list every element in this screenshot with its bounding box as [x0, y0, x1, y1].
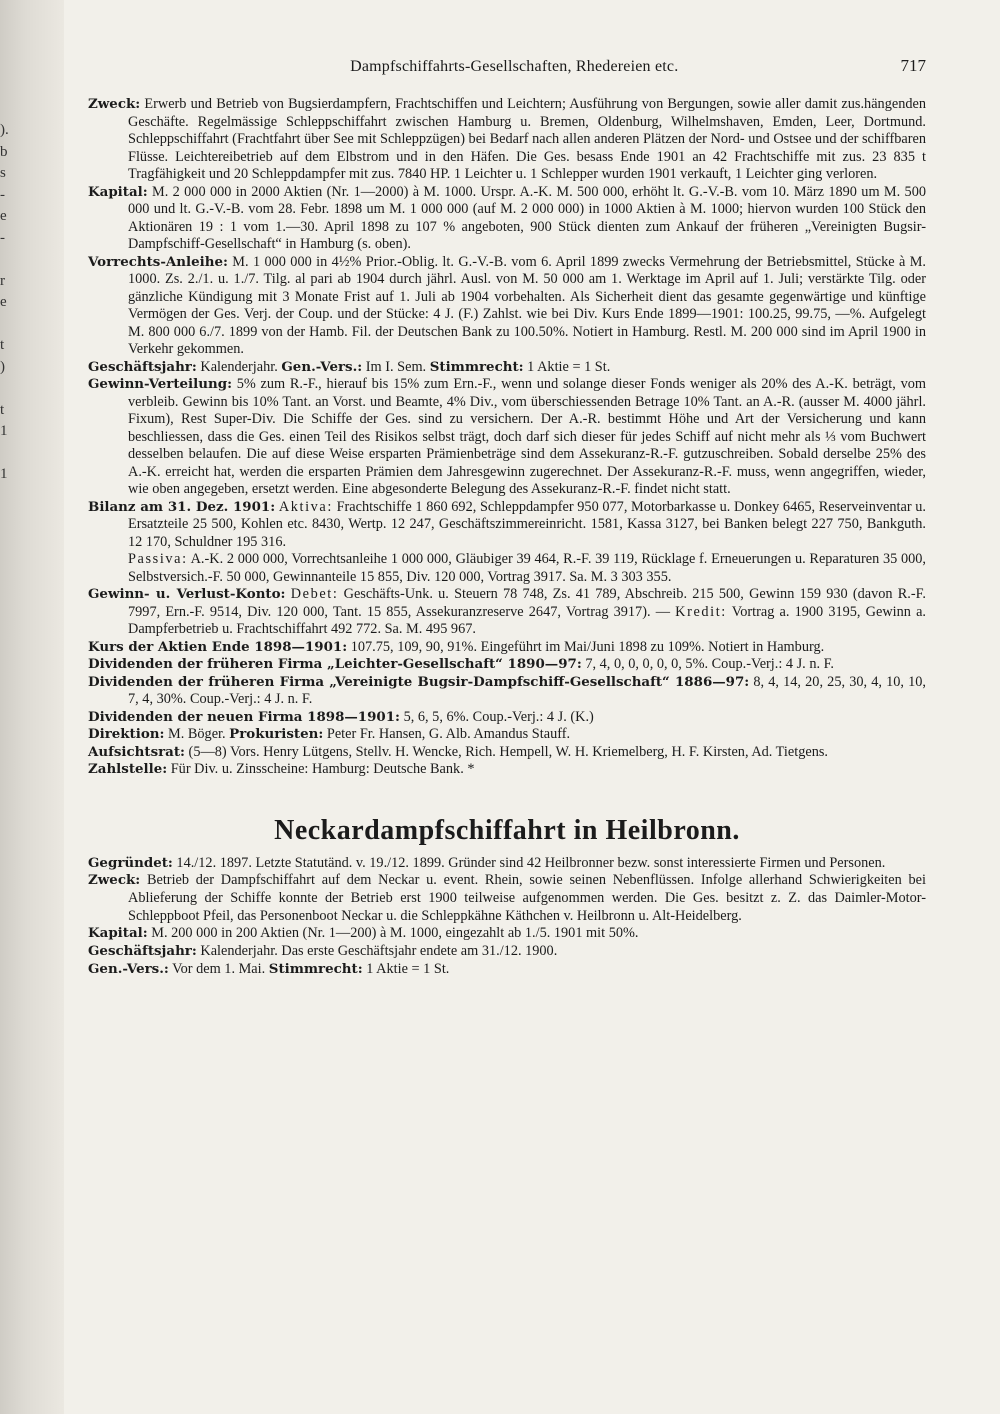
margin-fragment: e [0, 294, 7, 310]
entry-text: 8, 4, 14, 20, 25, 30, 4, 10, 10, 7, 4, 30%. Coup.-Verj.: 4 J. n. F. [128, 673, 926, 707]
entry-text: Peter Fr. Hansen, G. Alb. Amandus Stauff. [323, 726, 571, 742]
entry-label: Prokuristen: [229, 726, 324, 742]
margin-fragment: t [0, 401, 5, 418]
entry-label: Gewinn- u. Verlust-Konto: [88, 586, 286, 602]
entry-text: (5—8) Vors. Henry Lütgens, Stellv. H. Wencke, Rich. Hempell, W. H. Kriemelberg, H. F. Kirsten, Ad. Tietgens. [184, 743, 828, 760]
entry-text: Geschäfts-Unk. u. Steuern 78 748, Zs. 41 789, Abschreib. 215 500, Gewinn 159 930 (davon R.-F. 7997, Ern.-F. 9514, Div. 120 000, Tant. 15 855, Assekuranzreserve 2647, Vortrag 3917). — [128, 586, 927, 620]
entry-label: Zweck: [88, 96, 141, 112]
entry-paragraph [88, 184, 926, 254]
entry-paragraph [88, 726, 926, 744]
entry-sublabel: Passiva: [128, 551, 188, 567]
entry-paragraph [88, 761, 926, 779]
entry-paragraph [88, 376, 926, 499]
margin-fragment: - [0, 186, 5, 203]
entry-label: Direktion: [88, 726, 165, 742]
entries-section-1 [88, 96, 926, 779]
entry-paragraph [88, 96, 926, 184]
margin-fragment: 1 [0, 423, 8, 439]
margin-fragment [0, 443, 16, 465]
entry-paragraph [88, 359, 926, 377]
margin-fragment: - [0, 229, 5, 246]
entry-text: Kalenderjahr. Das erste Geschäftsjahr endete am 31./12. 1900. [196, 943, 558, 960]
entry-label: Stimmrecht: [429, 358, 524, 375]
margin-fragment: b [0, 143, 8, 160]
entry-text: 1 Aktie = 1 St. [523, 358, 611, 375]
entry-paragraph [88, 961, 926, 979]
entry-text: Kalenderjahr. [196, 358, 282, 375]
entry-paragraph [88, 855, 926, 873]
previous-page-margin-fragments [0, 120, 16, 486]
entry-label: Geschäftsjahr: [88, 943, 197, 960]
entry-label: Dividenden der früheren Firma „Leichter-Gesellschaft“ 1890—97: [88, 656, 582, 672]
margin-fragment: ). [0, 122, 9, 138]
entry-label: Kurs der Aktien Ende 1898—1901: [88, 638, 348, 655]
entry-text: 14./12. 1897. Letzte Statutänd. v. 19./12. 1899. Gründer sind 42 Heilbronner bezw. sonst interessierte Firmen und Personen. [172, 854, 886, 871]
entry-label: Zahlstelle: [88, 761, 168, 777]
margin-fragment [0, 314, 16, 336]
entry-sublabel: Kredit: [675, 603, 727, 620]
margin-fragment: t [0, 337, 5, 353]
entry-text: Vor dem 1. Mai. [168, 960, 269, 977]
entry-label: Bilanz am 31. Dez. 1901: [88, 498, 276, 515]
entry-paragraph [88, 586, 926, 639]
margin-fragment [0, 249, 16, 271]
entry-paragraph [88, 925, 926, 943]
entry-label: Gewinn-Verteilung: [88, 376, 233, 392]
entry-label: Dividenden der früheren Firma „Vereinigte Bugsir-Dampfschiff-Gesellschaft“ 1886—97: [88, 673, 750, 690]
entry-text: M. 2 000 000 in 2000 Aktien (Nr. 1—2000) à M. 1000. Urspr. A.-K. M. 500 000, erhöht lt. G.-V.-B. vom 10. März 1890 um M. 500 000 und lt. G.-V.-B. vom 28. Febr. 1898 um M. 1 000 000 (auf M. 2 000 000) in 1000 Aktien à M. 1000; hiervon wurden 100 Stück den Aktionären 19 : 1 vom 1.—30. April 1898 zu 107 % angeboten, 900 Stück dienten zum Ankauf der früheren „Vereinigten Bugsir-Dampfschiff-Gesellschaft“ in Hamburg (s. oben). [128, 183, 926, 252]
entry-label: Stimmrecht: [268, 960, 363, 977]
entry-label: Kapital: [88, 183, 148, 200]
margin-fragment: e [0, 208, 7, 224]
margin-fragment: ) [0, 358, 5, 375]
margin-fragment [0, 378, 16, 400]
section-title: Neckardampfschiffahrt in Heilbronn. [274, 814, 740, 846]
entry-label: Gen.-Vers.: [88, 960, 169, 977]
running-title: Dampfschiffahrts-Gesellschaften, Rhedereien etc. [350, 58, 679, 75]
entry-text: 107.75, 109, 90, 91%. Eingeführt im Mai/Juni 1898 zu 109%. Notiert in Hamburg. [347, 638, 825, 655]
entry-label: Vorrechts-Anleihe: [88, 253, 228, 270]
entry-paragraph [88, 254, 926, 359]
entry-text: M. 1 000 000 in 4½% Prior.-Oblig. lt. G.-V.-B. vom 6. April 1899 zwecks Vermehrung der Betriebsmittel, Stücke à M. 1000. Zs. 2./1. u. 1./7. Tilg. al pari ab 1904 durch jährl. Ausl. von M. 50 000 am 1. Werktage im April auf 1. Juli; verstärkte Tilg. oder gänzliche Kündigung mit 3 Monate Frist auf 1. Juli ab 1904 vorbehalten. Als Sicherheit dient das gesamte gegenwärtige und künftige Vermögen der Ges. Verj. der Coup. und der Stücke: 4 J. (F.) Zahlst. wie bei Div. Kurs Ende 1899—1901: 100.25, 99.75, —%. Aufgelegt M. 800 000 6./7. 1899 von der Hamb. Fil. der Deutschen Bank zu 100.50%. Notiert in Hamburg. Restl. M. 200 000 sind im April 1900 in Verkehr gekommen. [128, 253, 926, 357]
entry-label: Geschäftsjahr: [88, 358, 197, 375]
entry-text: Erwerb und Betrieb von Bugsierdampfern, Frachtschiffen und Leichtern; Ausführung von Bergungen, sowie aller damit zus.hängenden Geschäfte. Regelmässige Schleppschiffahrt zwischen Hamburg u. Bremen, Oldenburg, Wilhelmshaven, Emden, Leer, Dortmund. Schleppschiffahrt (Frachtfahrt über See mit Schleppzügen) bei Bedarf nach allen anderen Plätzen der Nord- und Ostsee und der schiffbaren Flüsse. Leichtereibetrieb auf dem Elbstrom und in den Häfen. Die Ges. besass Ende 1901 an 42 Frachtschiffe mit zus. 23 835 t Tragfähigkeit und 20 Schleppdampfer mit zus. 7840 HP. 1 Leichter u. 1 Schlepper wurden 1901 verkauft, 1 Leichter ging verloren. [128, 96, 926, 182]
entry-text: M. 200 000 in 200 Aktien (Nr. 1—200) à M. 1000, eingezahlt ab 1./5. 1901 mit 50%. [147, 925, 639, 942]
entry-text: Betrieb der Dampfschiffahrt auf dem Neckar u. event. Rhein, sowie seinen Nebenflüssen. Infolge allerhand Schwierigkeiten bei Ablieferung der Schiffe konnte der Betrieb erst 1900 teilweise aufgenommen werden. Die Ges. besitzt z. Z. das Daimler-Motor-Schleppboot Pfeil, das Personenboot Neckar u. die Schleppkähne Käthchen v. Heilbronn u. Alt-Heidelberg. [128, 872, 926, 924]
entry-label: Gen.-Vers.: [281, 358, 363, 375]
entry-text: 1 Aktie = 1 St. [362, 960, 450, 977]
entry-label: Gegründet: [88, 854, 173, 871]
entry-label: Kapital: [88, 925, 148, 942]
entry-sublabel: Aktiva: [278, 498, 333, 515]
entry-paragraph [88, 639, 926, 657]
entry-text: Für Div. u. Zinsscheine: Hamburg: Deutsche Bank. * [167, 761, 475, 777]
entry-paragraph [88, 709, 926, 727]
entry-paragraph [88, 674, 926, 709]
entry-sublabel: Debet: [290, 586, 339, 602]
page-number: 717 [900, 56, 926, 75]
entry-text: 5% zum R.-F., hierauf bis 15% zum Ern.-F., wenn und solange dieser Fonds weniger als 20% des A.-K. beträgt, vom verbleib. Gewinn bis 10% Tant. an Vorst. und Beamte, 4% Div., vom überschiessenden Betrage 10% Tant. an A.-R. (ausser M. 4000 jährl. Fixum), Rest Super-Div. Die Schiffe der Ges. sind zu versichern. Der A.-R. bestimmt Höhe und Art der Versicherung und kann beschliessen, dass die Ges. einen Teil des Risikos selbst trägt, doch darf sich dieser für jedes Schiff auf nicht mehr als ⅓ vom Buchwert desselben belaufen. Die auf diese Weise ersparten Prämienbeträge sind dem Assekuranz-R.-F. gutzuschreiben. Sobald derselbe 25% des A.-K. erreicht hat, werden die ersparten Prämien dem Jahresgewinn zugerechnet. Der Assekuranz-R.-F. muss, wenn angegriffen, wieder, wie oben angegeben, ersetzt werden. Eine abgesonderte Belegung des Assekuranz-R.-F. findet nicht statt. [128, 376, 926, 497]
entry-text: 7, 4, 0, 0, 0, 0, 0, 5%. Coup.-Verj.: 4 J. n. F. [581, 656, 835, 672]
page-header [88, 56, 926, 96]
entries-section-2 [88, 855, 926, 979]
entry-paragraph [88, 656, 926, 674]
entry-label: Zweck: [88, 872, 141, 889]
entry-paragraph [88, 499, 926, 552]
entry-paragraph [88, 943, 926, 961]
entry-paragraph [88, 872, 926, 925]
entry-label: Dividenden der neuen Firma 1898—1901: [88, 708, 400, 725]
entry-text: Vortrag a. 1900 3195, Gewinn a. Dampferbetrieb u. Frachtschiffahrt 492 772. Sa. M. 495 967. [128, 603, 926, 637]
entry-continuation [88, 551, 926, 586]
entry-text: A.-K. 2 000 000, Vorrechtsanleihe 1 000 000, Gläubiger 39 464, R.-F. 39 119, Rücklage f. Erneuerungen u. Reparaturen 35 000, Selbstversich.-F. 50 000, Gewinnanteile 15 855, Div. 120 000, Vortrag 3917. Sa. M. 3 303 355. [128, 551, 926, 585]
margin-fragment: 1 [0, 466, 8, 482]
entry-text: M. Böger. [164, 726, 230, 742]
entry-text: 5, 6, 5, 6%. Coup.-Verj.: 4 J. (K.) [400, 708, 594, 725]
margin-fragment: r [0, 272, 5, 289]
entry-label: Aufsichtsrat: [88, 743, 185, 760]
entry-text: Im I. Sem. [362, 358, 430, 375]
margin-fragment: s [0, 165, 6, 181]
entry-text: Frachtschiffe 1 860 692, Schleppdampfer 950 077, Motorbarkasse u. Donkey 6465, Reserveinventar u. Ersatzteile 25 500, Kohlen etc. 8430, Wertp. 12 247, Geschäftszimmereinricht. 1581, Kassa 3127, bei Banken belegt 227 750, Bankguth. 12 170, Schuldner 195 316. [128, 498, 926, 550]
entry-paragraph [88, 744, 926, 762]
document-page [88, 56, 926, 978]
